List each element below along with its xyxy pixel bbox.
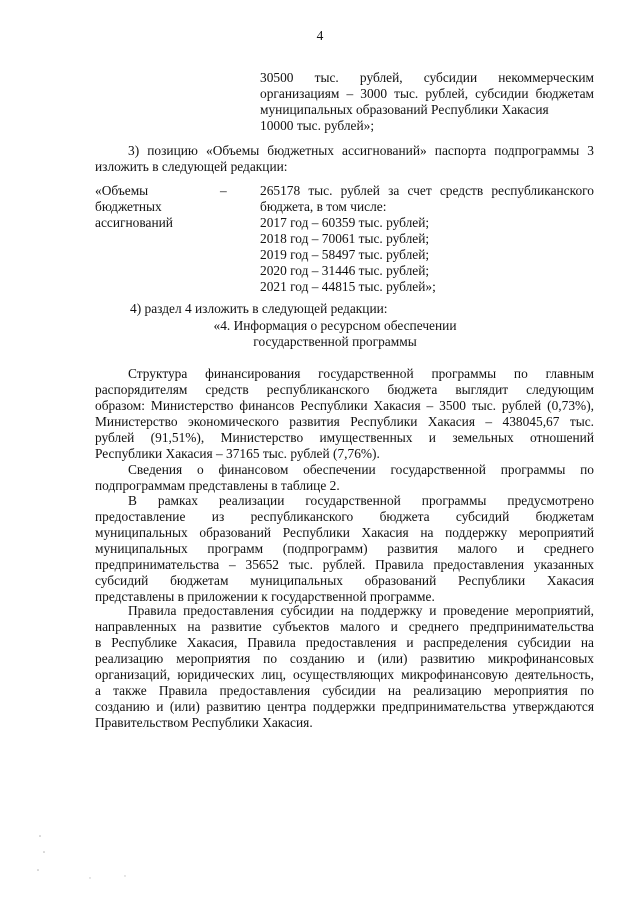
- text-line: муниципальных образований Республики Хакасия на поддержку мероприятий: [95, 525, 594, 540]
- item-3-first-line: [128, 143, 594, 159]
- text-line: а также Правила предоставления субсидии на реализацию мероприятия по: [95, 683, 594, 698]
- text-line: 2019 год – 58497 тыс. рублей;: [260, 247, 430, 262]
- table-dash: –: [220, 183, 227, 198]
- paragraph-4: [95, 603, 594, 731]
- text-line: 3) позицию «Объемы бюджетных ассигнований» паспорта подпрограммы 3: [128, 143, 594, 158]
- text-line: 10000 тыс. рублей»;: [260, 118, 375, 133]
- text-line: 2020 год – 31446 тыс. рублей;: [260, 263, 430, 278]
- page-number: 4: [316, 28, 324, 43]
- text-line: субсидий бюджетам муниципальных образований Республики Хакасия: [95, 573, 594, 588]
- scan-dot: [39, 835, 41, 837]
- text-line: 265178 тыс. рублей за счет средств республиканского: [260, 183, 594, 198]
- section-heading: [0, 318, 640, 350]
- text-line: Министерство экономического развития Республики Хакасия – 438045,67 тыс.: [95, 414, 594, 429]
- text-line: распорядителям средств республиканского бюджета выглядит следующим: [95, 382, 594, 397]
- scan-dot: [124, 875, 125, 876]
- text-line: ассигнований: [95, 215, 173, 230]
- scan-dot: [89, 877, 90, 878]
- text-line: рублей (91,51%), Министерство имущественных и земельных отношений: [95, 430, 594, 445]
- amounts-continuation: [260, 70, 594, 134]
- text-line: направленных на развитие субъектов малого и среднего предпринимательства: [95, 619, 594, 634]
- text-line: 2021 год – 44815 тыс. рублей»;: [260, 279, 436, 294]
- text-line: муниципальных программ (подпрограмм) развития малого и среднего: [95, 541, 594, 556]
- text-line: предоставление из республиканского бюджета субсидий бюджетам: [95, 509, 594, 524]
- text-line: образом: Министерство финансов Республики Хакасия – 3500 тыс. рублей (0,73%),: [95, 398, 594, 413]
- text-line: представлены в приложении к государственной программе.: [95, 589, 435, 604]
- scan-artifacts: [30, 830, 170, 890]
- text-line: подпрограммам представлены в таблице 2.: [95, 478, 340, 493]
- text-line: 30500 тыс. рублей, субсидии некоммерческим: [260, 70, 594, 85]
- text-line: Сведения о финансовом обеспечении государственной программы по: [128, 462, 594, 477]
- text-line: В рамках реализации государственной программы предусмотрено: [128, 493, 594, 508]
- text-line: организациям – 3000 тыс. рублей, субсидии бюджетам: [260, 86, 594, 101]
- text-line: созданию и (или) развитию центра поддержки предпринимательства утверждаются: [95, 699, 594, 714]
- text-line: Республики Хакасия – 37165 тыс. рублей (7,76%).: [95, 446, 380, 461]
- text-line: бюджета, в том числе:: [260, 199, 387, 214]
- text-line: изложить в следующей редакции:: [95, 159, 288, 174]
- table-right-cell: [260, 183, 594, 295]
- paragraph-3: [95, 493, 594, 605]
- item-3-second-line: [95, 159, 594, 175]
- paragraph-1: [95, 366, 594, 462]
- heading-line: «4. Информация о ресурсном обеспечении: [213, 318, 457, 333]
- text-line: предпринимательства – 35652 тыс. рублей. Правила предоставления указанных: [95, 557, 594, 572]
- text-line: 2017 год – 60359 тыс. рублей;: [260, 215, 430, 230]
- text-line: реализацию мероприятия по созданию и (или) развитию микрофинансовых: [95, 651, 594, 666]
- text-line: в Республике Хакасия, Правила предоставления и распределения субсидии на: [95, 635, 594, 650]
- text-line: «Объемы: [95, 183, 149, 198]
- text-line: Правительством Республики Хакасия.: [95, 715, 313, 730]
- item-4: 4) раздел 4 изложить в следующей редакции:: [130, 301, 388, 316]
- text-line: Правила предоставления субсидии на поддержку и проведение мероприятий,: [128, 603, 594, 618]
- text-line: 2018 год – 70061 тыс. рублей;: [260, 231, 430, 246]
- heading-line: государственной программы: [253, 334, 417, 349]
- scan-dot: [37, 869, 39, 871]
- text-line: муниципальных образований Республики Хакасия: [260, 102, 549, 117]
- text-line: Структура финансирования государственной программы по главным: [128, 366, 594, 381]
- scan-dot: [43, 851, 45, 853]
- text-line: бюджетных: [95, 199, 162, 214]
- text-line: организаций, юридических лиц, осуществляющих микрофинансовую деятельность,: [95, 667, 594, 682]
- table-left-cell: [95, 183, 195, 231]
- paragraph-2: [95, 462, 594, 494]
